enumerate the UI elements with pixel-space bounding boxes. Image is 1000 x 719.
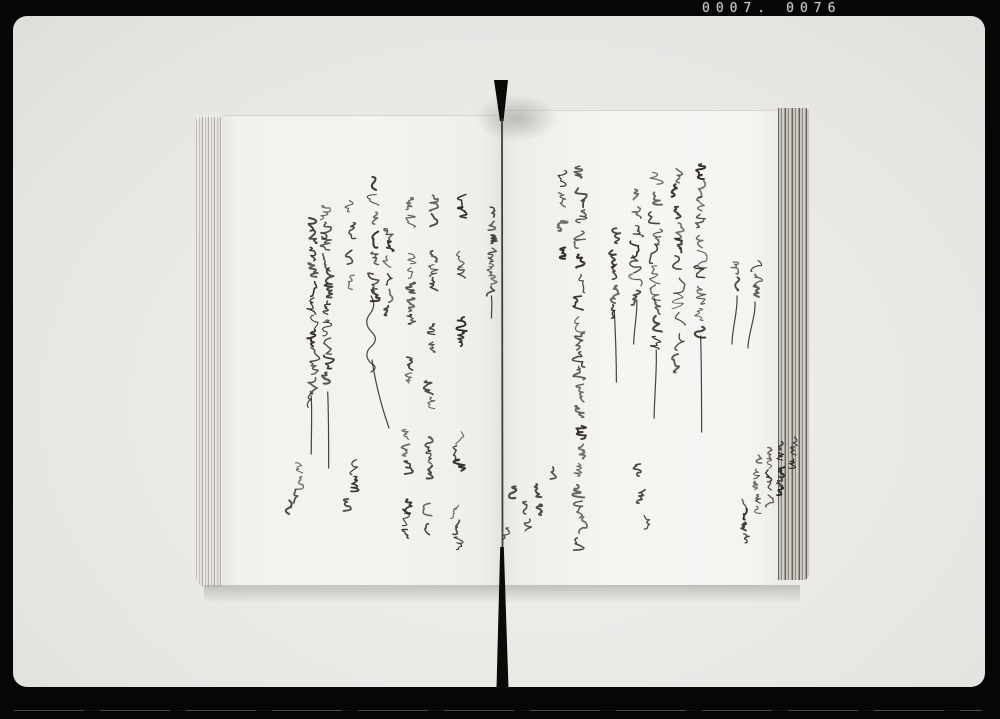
left-page <box>222 115 501 588</box>
page-edges-left <box>196 115 222 587</box>
right-page <box>501 110 778 585</box>
photograph <box>13 16 985 687</box>
counter-group-right: 0076 <box>786 0 842 16</box>
counter-group-left: 0007. <box>702 0 772 16</box>
gutter-shadow <box>475 94 559 142</box>
page-edges-right <box>778 108 809 580</box>
manuscript-book <box>196 108 809 587</box>
book-bottom-shadow <box>204 585 800 603</box>
film-edge-line <box>14 710 982 711</box>
film-frame-counter <box>702 0 841 16</box>
